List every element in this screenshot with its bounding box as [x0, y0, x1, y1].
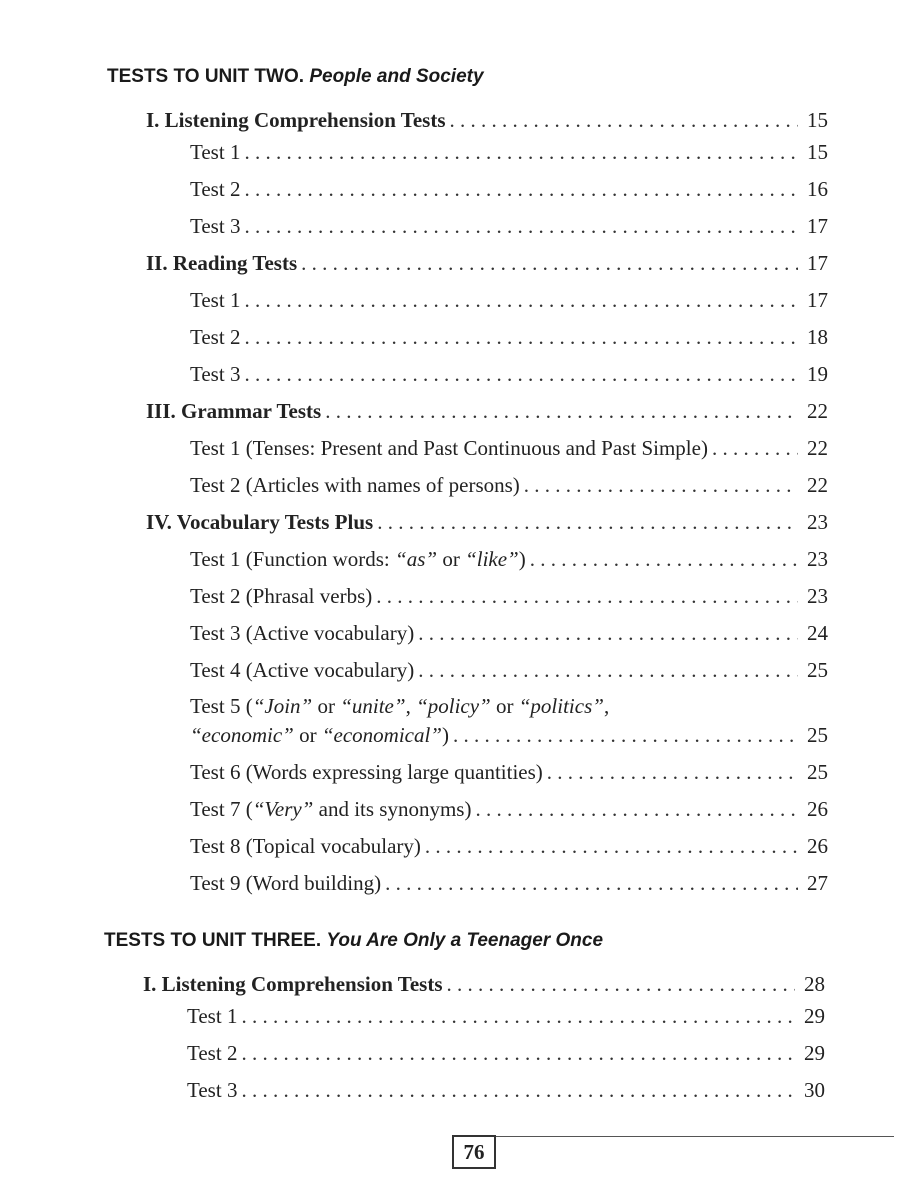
- toc-entry-label: [190, 547, 526, 572]
- dot-leader: [241, 1041, 795, 1066]
- toc-entry-label: Test 2: [187, 1041, 238, 1065]
- toc-entry-label: [190, 797, 471, 822]
- toc-page-number: 26: [807, 797, 828, 821]
- toc-page-number: 16: [807, 177, 828, 201]
- toc-entry[interactable]: [190, 214, 828, 239]
- toc-page-number: 18: [807, 325, 828, 349]
- dot-leader: [450, 108, 798, 133]
- toc-entry-label: Test 4 (Active vocabulary): [190, 658, 415, 682]
- toc-page-number: 17: [807, 251, 828, 275]
- dot-leader: [244, 288, 798, 313]
- label-italic: “unite”: [340, 694, 406, 718]
- toc-entry-label: Test 1: [190, 288, 241, 312]
- toc-entry[interactable]: [190, 140, 828, 165]
- label-italic: “Join”: [252, 694, 313, 718]
- footer-rule: [494, 1136, 894, 1137]
- toc-page-number: 29: [804, 1004, 825, 1028]
- toc-section-vocabulary[interactable]: [146, 510, 828, 535]
- unit-three-heading-sub: You Are Only a Teenager Once: [326, 930, 604, 951]
- label-text: and its synonyms): [313, 797, 472, 821]
- label-italic: “economic”: [190, 723, 294, 747]
- toc-entry-label: Test 2 (Phrasal verbs): [190, 584, 373, 608]
- label-italic: “like”: [465, 547, 519, 571]
- toc-entry-label: Test 2: [190, 177, 241, 201]
- toc-entry[interactable]: [190, 436, 828, 461]
- toc-section-listening[interactable]: [146, 108, 828, 133]
- toc-page-number: 15: [807, 108, 828, 132]
- toc-entry-label: Test 1: [190, 140, 241, 164]
- toc-page-number: 24: [807, 621, 828, 645]
- toc-entry-label: Test 9 (Word building): [190, 871, 382, 895]
- dot-leader: [241, 1004, 795, 1029]
- dot-leader: [325, 399, 798, 424]
- toc-page-number: 26: [807, 834, 828, 858]
- toc-entry[interactable]: [187, 1078, 825, 1103]
- label-text: ,: [603, 694, 610, 718]
- dot-leader: [376, 584, 798, 609]
- toc-entry-label: Test 1: [187, 1004, 238, 1028]
- toc-entry[interactable]: [190, 871, 828, 896]
- toc-page-number: 25: [807, 723, 828, 747]
- toc-entry-label: Test 3: [190, 362, 241, 386]
- unit-three-heading-main: TESTS TO UNIT THREE.: [104, 930, 322, 951]
- toc-entry-label: Test 3: [190, 214, 241, 238]
- toc-page-number: 29: [804, 1041, 825, 1065]
- label-italic: “Very”: [252, 797, 314, 821]
- toc-page-number: 22: [807, 436, 828, 460]
- toc-entry[interactable]: [190, 723, 828, 748]
- toc-entry-label: Test 8 (Topical vocabulary): [190, 834, 421, 858]
- toc-page-number: 23: [807, 510, 828, 534]
- toc-page-number: 25: [807, 658, 828, 682]
- toc-page-number: 28: [804, 972, 825, 996]
- dot-leader: [377, 510, 798, 535]
- toc-page-number: 15: [807, 140, 828, 164]
- label-text: Test 1 (Function words:: [190, 547, 396, 571]
- label-italic: “politics”: [518, 694, 604, 718]
- toc-section-grammar[interactable]: [146, 399, 828, 424]
- dot-leader: [447, 972, 795, 997]
- dot-leader: [385, 871, 798, 896]
- dot-leader: [241, 1078, 795, 1103]
- dot-leader: [244, 214, 798, 239]
- unit-two-heading-main: TESTS TO UNIT TWO.: [107, 66, 305, 87]
- toc-entry-label: IV. Vocabulary Tests Plus: [146, 510, 374, 534]
- dot-leader: [244, 325, 798, 350]
- toc-page-number: 17: [807, 214, 828, 238]
- toc-entry[interactable]: [190, 325, 828, 350]
- toc-entry[interactable]: [190, 177, 828, 202]
- toc-page-number: 23: [807, 584, 828, 608]
- unit-two-heading: [107, 66, 484, 88]
- label-italic: “economical”: [321, 723, 442, 747]
- toc-entry[interactable]: [190, 658, 828, 683]
- toc-page-number: 23: [807, 547, 828, 571]
- label-italic: “as”: [395, 547, 438, 571]
- dot-leader: [418, 621, 798, 646]
- toc-entry-label: Test 2 (Articles with names of persons): [190, 473, 520, 497]
- label-text: Test 7 (: [190, 797, 253, 821]
- dot-leader: [475, 797, 798, 822]
- toc-section-listening[interactable]: [143, 972, 825, 997]
- dot-leader: [244, 177, 798, 202]
- toc-section-reading[interactable]: [146, 251, 828, 276]
- toc-entry[interactable]: [190, 288, 828, 313]
- label-text: Test 5 (: [190, 694, 253, 718]
- toc-page-number: 30: [804, 1078, 825, 1102]
- toc-page-number: 27: [807, 871, 828, 895]
- dot-leader: [453, 723, 798, 748]
- page-number: 76: [452, 1135, 496, 1169]
- toc-page-number: 22: [807, 473, 828, 497]
- toc-entry[interactable]: [190, 473, 828, 498]
- toc-entry[interactable]: [187, 1004, 825, 1029]
- dot-leader: [418, 658, 798, 683]
- dot-leader: [547, 760, 798, 785]
- label-text: ): [518, 547, 526, 571]
- toc-page-number: 17: [807, 288, 828, 312]
- label-text: ): [441, 723, 449, 747]
- label-text: or: [490, 694, 519, 718]
- toc-entry[interactable]: [190, 362, 828, 387]
- toc-entry[interactable]: [187, 1041, 825, 1066]
- toc-entry[interactable]: [190, 547, 828, 572]
- toc-entry[interactable]: [190, 760, 828, 785]
- toc-entry-label: I. Listening Comprehension Tests: [146, 108, 446, 132]
- label-italic: “policy”: [416, 694, 491, 718]
- dot-leader: [301, 251, 798, 276]
- dot-leader: [530, 547, 798, 572]
- toc-entry-label: Test 2: [190, 325, 241, 349]
- toc-entry-label: III. Grammar Tests: [146, 399, 322, 423]
- label-text: or: [437, 547, 466, 571]
- toc-entry-label: II. Reading Tests: [146, 251, 298, 275]
- toc-entry-label: [190, 723, 449, 748]
- dot-leader: [524, 473, 798, 498]
- dot-leader: [244, 140, 798, 165]
- toc-entry[interactable]: [190, 834, 828, 859]
- unit-two-heading-sub: People and Society: [309, 66, 484, 87]
- toc-entry-label: I. Listening Comprehension Tests: [143, 972, 443, 996]
- toc-entry-label: Test 1 (Tenses: Present and Past Continuous and Past Simple): [190, 436, 708, 460]
- toc-entry[interactable]: [190, 621, 828, 646]
- dot-leader: [425, 834, 798, 859]
- toc-page-number: 25: [807, 760, 828, 784]
- label-text: ,: [405, 694, 417, 718]
- dot-leader: [244, 362, 798, 387]
- label-text: or: [293, 723, 322, 747]
- toc-entry-label: Test 3 (Active vocabulary): [190, 621, 415, 645]
- toc-entry-line1[interactable]: [190, 694, 609, 719]
- toc-page-number: 22: [807, 399, 828, 423]
- label-text: or: [312, 694, 341, 718]
- toc-entry-label: Test 6 (Words expressing large quantities): [190, 760, 543, 784]
- dot-leader: [712, 436, 798, 461]
- toc-page-number: 19: [807, 362, 828, 386]
- unit-three-heading: [104, 930, 603, 952]
- toc-entry[interactable]: [190, 584, 828, 609]
- toc-entry[interactable]: [190, 797, 828, 822]
- toc-entry-label: Test 3: [187, 1078, 238, 1102]
